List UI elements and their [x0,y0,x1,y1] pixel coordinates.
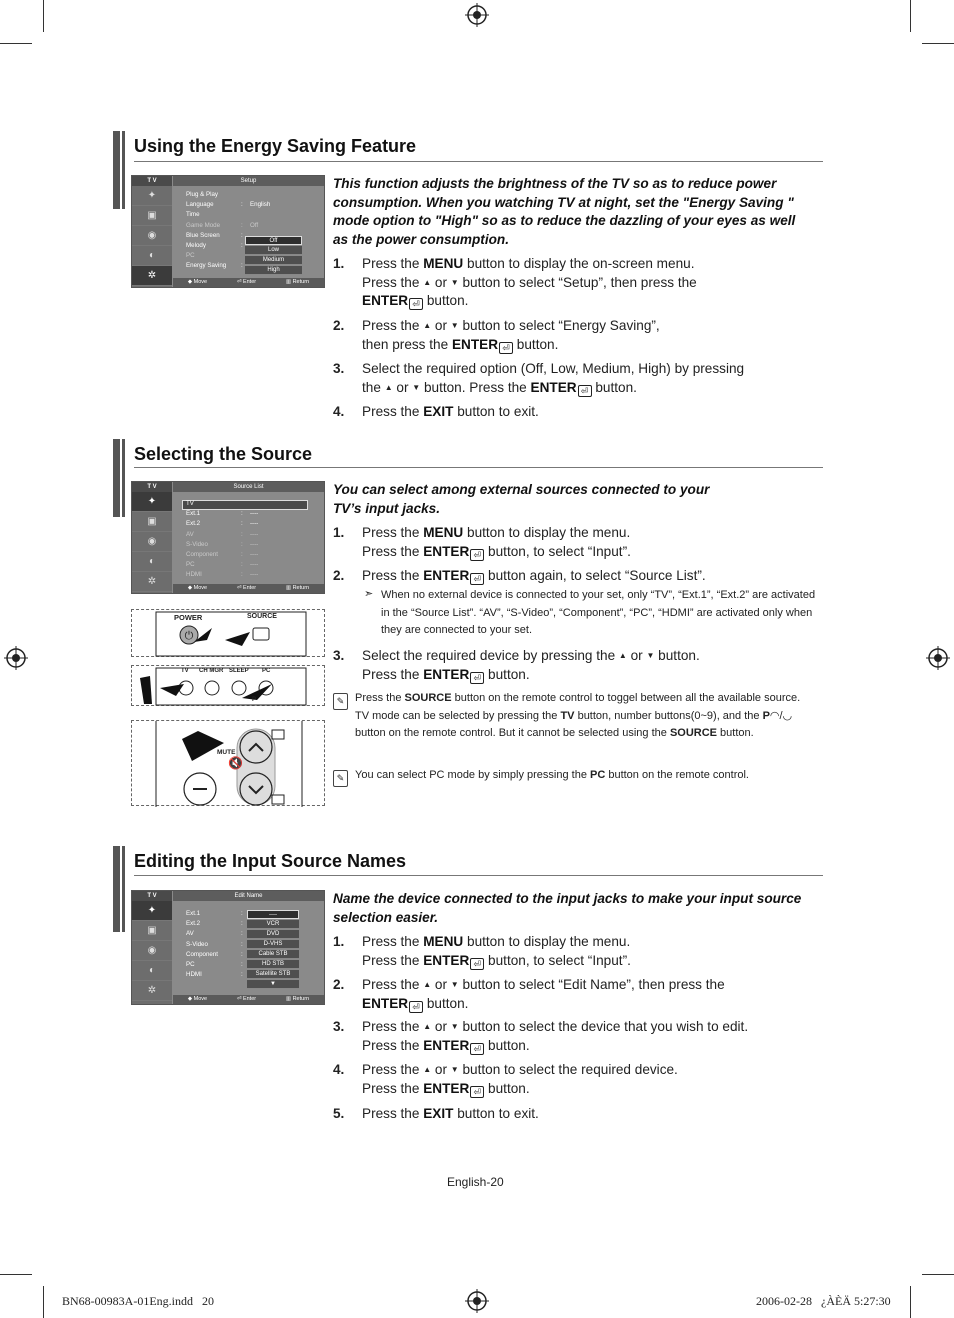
source-step-2-note: When no external device is connected to your set, only “TV”, “Ext.1”, “Ext.2” are activated in the “Source List”. “AV”, “S-Video”, “Component”, “PC”, “HDMI” are activated only when they are connected to your set. [381,589,816,636]
menu-row-value: English [250,201,271,209]
note-icon: ✎ [333,770,348,787]
step-text: Press the ▲ or ▼ button to select the device that you wish to edit. Press the ENTER ⏎ button. [362,1019,749,1054]
menu-row-separator: : [241,971,243,979]
picture-icon: ✦ [132,186,172,206]
enter-icon: ⏎ [470,1043,484,1055]
channel-icon: ◉ [132,226,172,246]
registration-mark-icon [465,1289,489,1313]
menu-row-label: PC [186,960,195,968]
menu-row[interactable] [186,200,320,210]
enter-icon: ⏎ [409,1001,423,1013]
step-text: Press the MENU button to display the menu. Press the ENTER ⏎ button, to select “Input”. [362,934,631,969]
sound-icon: ◉ [132,941,172,961]
section-edit-name-header [113,846,823,896]
menu-row-label: Ext.2 [186,520,201,528]
menu-row-label: Ext.1 [186,910,201,917]
down-arrow-icon: ▼ [450,1022,459,1031]
source-note-2: You can select PC mode by simply pressing the PC button on the remote control. [355,769,749,781]
step-number: 4. [333,404,345,419]
up-arrow-icon: ▲ [384,382,393,392]
step-number: 3. [333,648,345,663]
move-hint: ◆ Move [187,279,208,285]
source-intro: You can select among external sources connected to your TV’s input jacks. [333,482,710,516]
menu-title: Setup [173,176,324,186]
note-arrow-icon: ➣ [364,588,374,600]
setup-icon: ✲ [132,981,172,1001]
menu-row-separator: : [241,960,243,968]
remote-channel-illustration [131,720,325,806]
menu-row-label: Language [186,201,214,209]
down-arrow-icon: ▼ [412,382,421,392]
move-hint: ◆ Move [187,585,208,591]
down-arrow-icon: ▼ [450,321,459,330]
source-button-label: SOURCE [247,613,277,620]
menu-row-label: AV [186,530,194,538]
menu-row[interactable] [186,221,320,231]
step-text: Select the required device by pressing the ▲ or ▼ button. Press the ENTER ⏎ button. [362,648,700,683]
sleep-button-label: SLEEP [229,668,249,674]
channel-icon: ◐ [132,961,172,981]
menu-row-label: PC [186,561,195,569]
menu-rows [186,499,320,581]
edit-name-intro: Name the device connected to the input jacks to make your input source selection easier. [333,891,802,925]
note-icon: ✎ [333,693,348,710]
menu-row-label: S-Video [186,540,208,548]
step-number: 1. [333,525,345,540]
crop-mark [910,0,911,32]
menu-row[interactable] [186,499,320,509]
mute-button-label: MUTE [217,749,236,756]
tv-button-label: TV [181,668,189,674]
menu-row-value: ---- [250,530,259,538]
menu-row-label: HDMI [186,971,202,979]
step-number: 3. [333,361,345,376]
menu-row-separator: : [241,571,243,579]
crop-mark [0,43,32,44]
up-arrow-icon: ▲ [423,1022,432,1031]
menu-row-separator: : [241,561,243,569]
menu-row-separator: : [241,910,243,917]
menu-option[interactable]: Cable STB [247,950,299,959]
menu-option[interactable]: Medium [245,256,302,265]
down-arrow-icon: ▼ [450,980,459,989]
section-title: Using the Energy Saving Feature [134,136,417,156]
menu-option[interactable]: VCR [247,920,299,929]
setup-icon: ✲ [132,266,172,286]
menu-option[interactable]: Off [245,236,302,245]
menu-row-separator: : [241,550,243,558]
pc-button-label: PC [262,668,271,674]
picture-icon: ▣ [132,512,172,532]
file-name: BN68-00983A-01Eng.indd 20 [62,1294,214,1308]
menu-option[interactable]: ▼ [247,980,299,989]
menu-row-separator: : [241,201,243,209]
ch-mgr-button-label: CH MGR [199,668,224,674]
enter-icon: ⏎ [470,958,484,970]
page-number: English-20 [447,1175,504,1189]
heading-bar [113,439,120,517]
step-number: 5. [333,1106,345,1121]
step-text: Press the MENU button to display the on-screen menu. Press the ▲ or ▼ button to select “Setup”, then press the ENTER ⏎ button. [362,256,697,309]
input-icon: ✦ [132,492,172,512]
print-date: 2006-02-28 ¿ÀÈÄ 5:27:30 [756,1294,891,1308]
step-number: 1. [333,256,345,271]
enter-icon: ⏎ [470,549,484,561]
heading-bar [113,846,120,932]
crop-mark [922,1274,954,1275]
menu-row-label: AV [186,930,194,938]
enter-icon: ⏎ [578,385,592,397]
step-text: Press the EXIT button to exit. [362,1106,539,1121]
energy-saving-intro: This function adjusts the brightness of the TV so as to reduce power consumption. When you watching TV at night, set the "Energy Saving " mode option to "High" so as to reduce the dazzling of your eyes as well as the power consumption. [333,176,796,247]
menu-row[interactable] [186,570,320,580]
crop-mark [910,1286,911,1318]
section-title: Selecting the Source [134,444,313,464]
enter-hint: ⏎ Enter [236,279,257,285]
menu-row-value: ---- [250,571,259,579]
menu-title: Source List [173,482,324,492]
heading-rule [134,161,823,162]
menu-row-separator: : [241,520,243,528]
menu-option[interactable]: ---- [247,910,299,919]
menu-row-separator: : [241,262,243,270]
input-icon: ✦ [132,901,172,921]
enter-icon: ⏎ [409,298,423,310]
menu-option[interactable]: DVD [247,930,299,939]
source-note-1: Press the SOURCE button on the remote control to toggel between all the available source. TV mode can be selected by pressing the TV button, number buttons(0~9), and the P◠/◡ button on the remote control. But it cannot be selected using the SOURCE button. [355,692,801,739]
down-arrow-icon: ▼ [450,1065,459,1074]
crop-mark [0,1274,32,1275]
menu-row-label: TV [186,500,194,507]
registration-mark-icon [926,646,950,670]
crop-mark [922,43,954,44]
enter-icon: ⏎ [470,672,484,684]
setup-icon: ✲ [132,572,172,592]
step-text: Select the required option (Off, Low, Medium, High) by pressing the ▲ or ▼ button. Press the ENTER ⏎ button. [362,361,745,396]
heading-rule [134,875,823,876]
picture-icon: ▣ [132,921,172,941]
heading-rule [134,467,823,468]
step-text: Press the ▲ or ▼ button to select the required device. Press the ENTER ⏎ button. [362,1062,678,1097]
menu-row[interactable] [186,509,320,519]
step-text: Press the ▲ or ▼ button to select “Edit Name”, then press the ENTER ⏎ button. [362,977,725,1012]
remote-illustration-graphic [132,721,326,807]
section-title: Editing the Input Source Names [134,851,407,871]
menu-row-label: Ext.1 [186,510,201,518]
menu-row-value: ---- [250,510,259,518]
down-arrow-icon: ▼ [646,651,655,660]
return-hint: ▥ Return [285,585,310,591]
menu-row-separator: : [241,241,243,249]
return-hint: ▥ Return [285,279,310,285]
menu-row-value: Off [250,221,259,229]
menu-row-separator: : [241,540,243,548]
menu-row-label: Ext.2 [186,920,201,928]
menu-row-label: Component [186,550,218,558]
heading-bar [122,846,125,932]
heading-bar [113,131,120,209]
menu-row[interactable] [186,550,320,560]
menu-row[interactable] [186,519,320,529]
move-hint: ◆ Move [187,996,208,1002]
menu-row-label: Game Mode [186,221,221,229]
menu-row-label: Blue Screen [186,231,220,239]
step-text: Press the ENTER ⏎ button again, to select “Source List”. [362,568,706,584]
up-arrow-icon: ▲ [618,651,627,660]
menu-row-value: ---- [250,561,259,569]
edit-name-menu-screenshot [131,890,325,1005]
menu-option[interactable]: HD STB [247,960,299,969]
enter-icon: ⏎ [470,573,484,585]
menu-row[interactable] [186,540,320,550]
menu-row-label: S-Video [186,940,208,948]
menu-row-separator: : [241,530,243,538]
registration-mark-icon [465,3,489,27]
enter-icon: ⏎ [470,1086,484,1098]
heading-bar [122,439,125,517]
menu-footer [173,584,324,593]
menu-row-separator: : [241,950,243,958]
source-list-menu-screenshot [131,481,325,594]
menu-row[interactable] [186,530,320,540]
menu-row[interactable] [186,190,320,200]
up-arrow-icon: ▲ [423,277,432,287]
menu-row-label: PC [186,252,195,260]
menu-row-label: HDMI [186,571,202,579]
remote-power-source-illustration [131,609,325,657]
svg-text:🔇: 🔇 [228,756,243,770]
menu-row-separator: : [241,510,243,518]
step-text: Press the ▲ or ▼ button to select “Energy Saving”, then press the ENTER ⏎ button. [362,318,660,353]
crop-mark [43,0,44,32]
menu-row-label: Melody [186,241,206,249]
enter-hint: ⏎ Enter [236,996,257,1002]
down-arrow-icon: ▼ [450,277,459,287]
menu-sidebar [132,891,172,1004]
power-button-label: POWER [174,613,203,622]
menu-row-label: Component [186,950,218,958]
menu-sidebar [132,482,172,593]
enter-icon: ⏎ [499,342,513,354]
step-number: 2. [333,318,345,333]
menu-option[interactable]: Low [245,246,302,255]
menu-sidebar [132,176,172,287]
menu-title: Edit Name [173,891,324,901]
menu-tv-label: T V [132,176,172,186]
menu-row-label: Time [186,211,200,219]
menu-row-separator: : [241,920,243,928]
crop-mark [43,1286,44,1318]
menu-row[interactable] [186,560,320,570]
sound-icon: ▣ [132,206,172,226]
menu-option[interactable]: High [245,266,302,275]
channel-icon: ◐ [132,552,172,572]
step-number: 2. [333,977,345,992]
section-energy-saving-header [113,131,823,181]
registration-mark-icon [4,646,28,670]
svg-text:⏻: ⏻ [184,629,194,642]
enter-hint: ⏎ Enter [236,585,257,591]
menu-footer [173,278,324,287]
up-arrow-icon: ▲ [423,1065,432,1074]
p-up-down-icon: ◠/◡ [769,709,793,722]
step-number: 3. [333,1019,345,1034]
step-number: 4. [333,1062,345,1077]
menu-row-value: ---- [250,540,259,548]
heading-bar [122,131,125,209]
up-arrow-icon: ▲ [423,321,432,330]
menu-row-label: Energy Saving [186,262,227,270]
remote-tv-pc-illustration [131,665,325,706]
menu-row-separator: : [241,930,243,938]
remote-illustration-graphic [132,610,326,658]
menu-row-value: ---- [250,550,259,558]
step-number: 2. [333,568,345,583]
input-icon: ◐ [132,246,172,266]
setup-menu-screenshot [131,175,325,288]
menu-row-label: Plug & Play [186,191,218,198]
menu-tv-label: T V [132,891,172,901]
menu-row-separator: : [241,221,243,229]
menu-option[interactable]: Satellite STB [247,970,299,979]
menu-row-value: ---- [250,520,259,528]
up-arrow-icon: ▲ [423,980,432,989]
return-hint: ▥ Return [285,996,310,1002]
menu-row[interactable] [186,210,320,220]
step-text: Press the EXIT button to exit. [362,404,539,419]
menu-row-separator: : [241,231,243,239]
step-text: Press the MENU button to display the menu. Press the ENTER ⏎ button, to select “Input”. [362,525,631,560]
step-number: 1. [333,934,345,949]
menu-tv-label: T V [132,482,172,492]
sound-icon: ◉ [132,532,172,552]
p-label: P [252,697,257,703]
menu-option[interactable]: D-VHS [247,940,299,949]
menu-footer [173,995,324,1004]
menu-row-separator: : [241,940,243,948]
